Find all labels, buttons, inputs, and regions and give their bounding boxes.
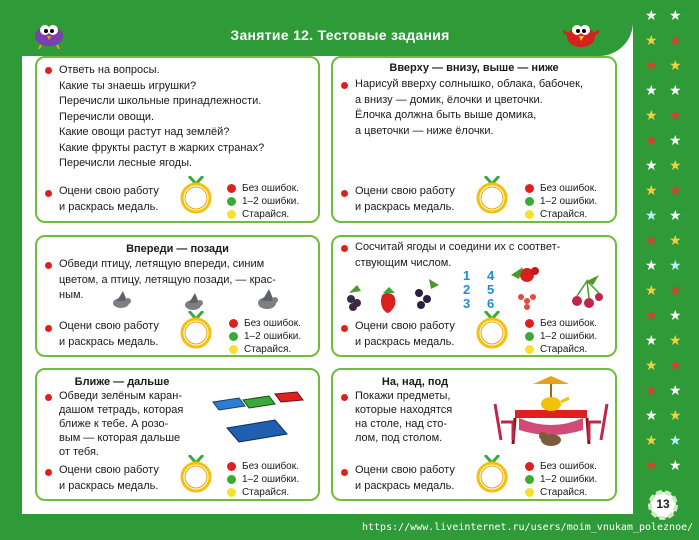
bullet-icon — [45, 67, 52, 74]
page-number-badge — [646, 488, 680, 522]
card-title: Вверху — внизу, выше — ниже — [389, 62, 559, 74]
eval-prompt: Оцени свою работу — [59, 320, 159, 332]
question-line: Перечисли овощи. — [59, 110, 155, 123]
eval-prompt: Оцени свою работу — [59, 464, 159, 476]
left-border — [0, 0, 22, 540]
card-near-far — [35, 368, 320, 501]
star-icon: ★ — [645, 307, 658, 323]
medal-icon[interactable] — [179, 311, 213, 349]
star-icon: ★ — [669, 382, 682, 398]
legend-no-errors: Без ошибок. — [540, 318, 597, 329]
star-icon: ★ — [645, 407, 658, 423]
eval-prompt: и раскрась медаль. — [59, 335, 159, 348]
strawberry-icon — [381, 287, 395, 313]
task-line: Ёлочка должна быть выше домика, — [355, 109, 537, 121]
bullet-icon — [45, 262, 52, 269]
green-dot-icon — [525, 475, 534, 484]
task-line: Сосчитай ягоды и соедини их с соответ- — [355, 241, 561, 253]
number-2[interactable]: 2 — [463, 282, 471, 297]
star-strip — [633, 0, 699, 540]
star-icon: ★ — [645, 107, 658, 123]
green-dot-icon — [525, 332, 534, 341]
star-icon: ★ — [645, 207, 658, 223]
task-line: вым — которая дальше — [59, 432, 181, 444]
task-line: Нарисуй вверху солнышко, облака, бабочек, — [355, 78, 583, 90]
question-line: Перечисли лесные ягоды. — [59, 157, 193, 169]
chair-icon — [589, 404, 607, 440]
star-icon: ★ — [645, 357, 658, 373]
notebook-icon — [243, 396, 275, 408]
eval-prompt: Оцени свою работу — [355, 185, 455, 197]
purple-bird-icon — [31, 17, 67, 49]
red-dot-icon — [525, 184, 534, 193]
task-line: которые находятся — [355, 404, 453, 416]
star-icon: ★ — [669, 257, 682, 273]
eval-prompt: и раскрась медаль. — [355, 200, 455, 213]
star-icon: ★ — [645, 432, 658, 448]
star-icon: ★ — [669, 132, 682, 148]
raspberry-icon — [511, 267, 539, 282]
bird-icon — [113, 291, 131, 308]
teapot-icon — [541, 397, 569, 411]
star-icon: ★ — [669, 157, 682, 173]
task-line: лом, под столом. — [355, 432, 443, 444]
legend-try: Старайся. — [244, 344, 292, 355]
bullet-icon — [45, 325, 52, 332]
legend-no-errors: Без ошибок. — [242, 461, 299, 472]
bullet-icon — [45, 190, 52, 197]
star-icon: ★ — [669, 232, 682, 248]
star-icon: ★ — [645, 7, 658, 23]
task-line: ным. — [59, 289, 84, 301]
red-bird-icon — [563, 17, 599, 49]
card-count-berries — [331, 235, 617, 357]
red-dot-icon — [227, 184, 236, 193]
notebook-icon — [275, 392, 303, 402]
star-icon: ★ — [669, 107, 682, 123]
yellow-dot-icon — [525, 488, 534, 497]
medal-icon[interactable] — [475, 455, 509, 493]
star-icon: ★ — [669, 307, 682, 323]
medal-icon[interactable] — [475, 311, 509, 349]
star-icon: ★ — [645, 82, 658, 98]
question-line: Какие фрукты растут в жарких странах? — [59, 141, 265, 154]
card-front-back — [35, 235, 320, 357]
card-on-over-under — [331, 368, 617, 501]
task-line: а внизу — домик, ёлочки и цветочки. — [355, 93, 543, 106]
green-dot-icon — [227, 475, 236, 484]
eval-prompt: и раскрась медаль. — [59, 479, 159, 492]
yellow-dot-icon — [227, 210, 236, 219]
question-line: Какие овощи растут над землёй? — [59, 126, 230, 138]
red-dot-icon — [525, 319, 534, 328]
eval-prompt: Оцени свою работу — [59, 185, 159, 197]
number-3[interactable]: 3 — [463, 296, 471, 311]
task-line: дашом тетрадь, которая — [59, 404, 184, 416]
red-dot-icon — [227, 462, 236, 471]
blackberry-icon — [347, 285, 361, 311]
bullet-icon — [341, 82, 348, 89]
task-line: ближе к тебе. А розо- — [59, 418, 169, 430]
green-dot-icon — [227, 197, 236, 206]
star-icon: ★ — [669, 207, 682, 223]
legend-no-errors: Без ошибок. — [540, 183, 597, 194]
legend-try: Старайся. — [540, 487, 588, 498]
star-icon: ★ — [645, 282, 658, 298]
bullet-icon — [45, 394, 52, 401]
task-line: Обведи зелёным каран- — [59, 390, 183, 402]
table-scene-illustration — [493, 374, 611, 454]
green-dot-icon — [229, 332, 238, 341]
star-icon: ★ — [669, 432, 682, 448]
card-title: Впереди — позади — [126, 243, 229, 255]
medal-icon[interactable] — [179, 455, 213, 493]
legend-no-errors: Без ошибок. — [540, 461, 597, 472]
cherry-icon — [572, 275, 603, 308]
bullet-icon — [341, 325, 348, 332]
bullet-icon — [341, 190, 348, 197]
card-title: Ближе — дальше — [74, 376, 170, 388]
bullet-icon — [45, 469, 52, 476]
star-icon: ★ — [645, 382, 658, 398]
star-icon: ★ — [669, 357, 682, 373]
yellow-dot-icon — [525, 345, 534, 354]
star-icon: ★ — [645, 257, 658, 273]
eval-prompt: и раскрась медаль. — [355, 335, 455, 348]
blackcurrant-icon — [415, 279, 439, 309]
star-icon: ★ — [645, 157, 658, 173]
star-icon: ★ — [669, 57, 682, 73]
bird-icon — [185, 293, 203, 310]
star-icon: ★ — [669, 82, 682, 98]
star-icon: ★ — [645, 457, 658, 473]
legend-no-errors: Без ошибок. — [242, 183, 299, 194]
star-icon: ★ — [669, 407, 682, 423]
star-icon: ★ — [645, 32, 658, 48]
red-dot-icon — [525, 462, 534, 471]
green-dot-icon — [525, 197, 534, 206]
task-line: ствующим числом. — [355, 256, 452, 269]
star-icon: ★ — [645, 57, 658, 73]
notebook-icon — [213, 398, 245, 410]
redcurrant-icon — [518, 294, 536, 310]
number-4[interactable]: 4 — [487, 268, 495, 283]
star-icon: ★ — [669, 457, 682, 473]
chair-icon — [495, 404, 513, 440]
star-icon: ★ — [669, 182, 682, 198]
card-title: На, над, под — [381, 376, 449, 388]
page-number: 13 — [656, 497, 670, 511]
question-line: Перечисли школьные принадлежности. — [59, 95, 262, 107]
bullet-icon — [341, 394, 348, 401]
star-icon: ★ — [645, 232, 658, 248]
notebooks-illustration — [205, 388, 315, 446]
task-line: Покажи предметы, — [355, 390, 451, 402]
legend-few-errors: 1–2 ошибки. — [540, 474, 598, 485]
yellow-dot-icon — [227, 488, 236, 497]
medal-icon[interactable] — [475, 176, 509, 214]
eval-prompt: Оцени свою работу — [355, 464, 455, 476]
source-url: https://www.liveinternet.ru/users/moim_vnukam_poleznoe/ — [362, 522, 694, 533]
task-line: Обведи птицу, летящую впереди, синим — [59, 258, 265, 270]
yellow-dot-icon — [229, 345, 238, 354]
star-icon: ★ — [669, 332, 682, 348]
legend-few-errors: 1–2 ошибки. — [244, 331, 302, 342]
page-title: Занятие 12. Тестовые задания — [230, 27, 450, 43]
star-icon: ★ — [669, 282, 682, 298]
task-line: от тебя. — [59, 446, 99, 458]
task-line: на столе, над сто- — [355, 418, 448, 430]
task-line: цветом, а птицу, летящую позади, — крас- — [59, 273, 276, 286]
legend-few-errors: 1–2 ошибки. — [540, 331, 598, 342]
question-line: Какие ты знаешь игрушки? — [59, 79, 197, 92]
card-questions — [35, 56, 320, 223]
star-icon: ★ — [645, 332, 658, 348]
red-dot-icon — [229, 319, 238, 328]
bird-icon — [258, 289, 278, 309]
yellow-dot-icon — [525, 210, 534, 219]
legend-few-errors: 1–2 ошибки. — [242, 474, 300, 485]
eval-prompt: и раскрась медаль. — [59, 200, 159, 213]
bullet-icon — [341, 245, 348, 252]
task-line: а цветочки — ниже ёлочки. — [355, 124, 494, 137]
notebook-icon — [227, 420, 287, 442]
star-icon: ★ — [645, 132, 658, 148]
lamp-icon — [533, 376, 569, 400]
star-icon: ★ — [645, 182, 658, 198]
star-icon: ★ — [669, 32, 682, 48]
berries-right-illustration — [503, 261, 613, 313]
number-5[interactable]: 5 — [487, 282, 495, 297]
question-line: Ответь на вопросы. — [59, 64, 160, 76]
berries-left-illustration — [341, 271, 451, 315]
eval-prompt: Оцени свою работу — [355, 320, 455, 332]
medal-icon[interactable] — [179, 176, 213, 214]
eval-prompt: и раскрась медаль. — [355, 479, 455, 492]
legend-no-errors: Без ошибок. — [244, 318, 301, 329]
legend-try: Старайся. — [540, 209, 588, 220]
card-above-below — [331, 56, 617, 223]
number-1[interactable]: 1 — [463, 268, 471, 283]
bullet-icon — [341, 469, 348, 476]
legend-try: Старайся. — [242, 487, 290, 498]
number-6[interactable]: 6 — [487, 296, 495, 311]
legend-try: Старайся. — [540, 344, 588, 355]
legend-few-errors: 1–2 ошибки. — [540, 196, 598, 207]
legend-few-errors: 1–2 ошибки. — [242, 196, 300, 207]
star-icon: ★ — [669, 7, 682, 23]
legend-try: Старайся. — [242, 209, 290, 220]
